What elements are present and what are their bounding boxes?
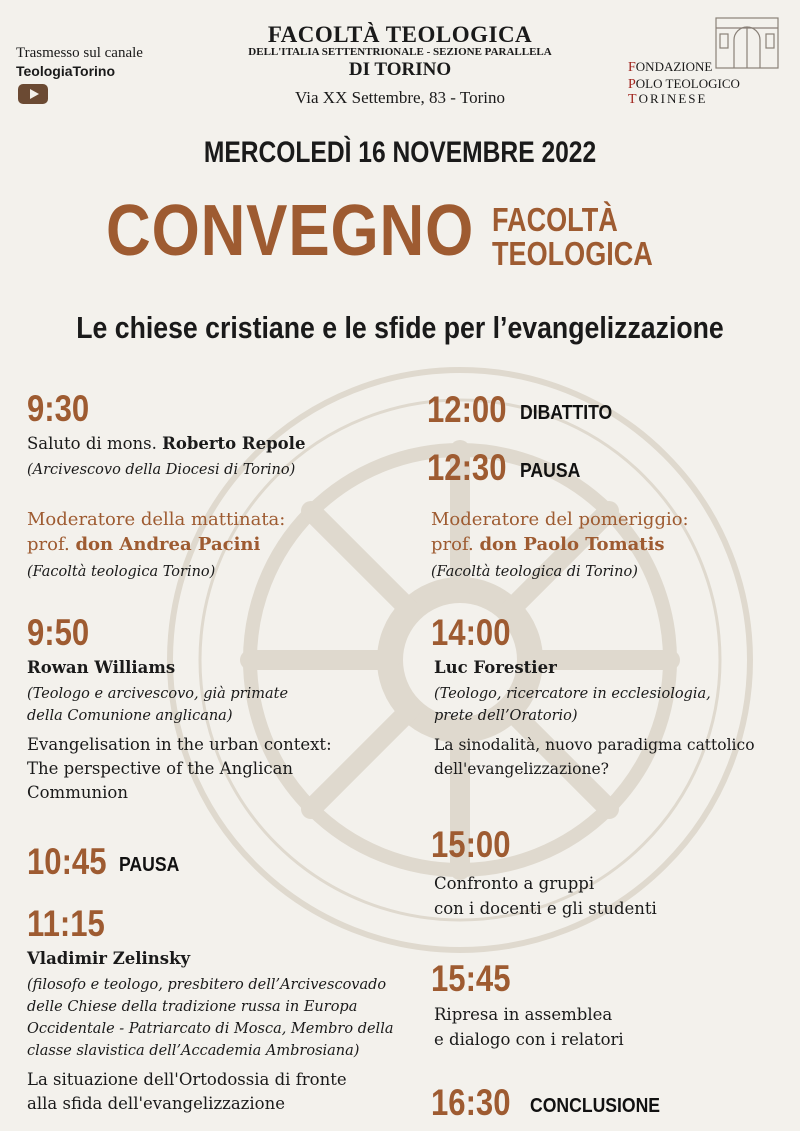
speaker-williams: Rowan Williams xyxy=(27,658,176,677)
event-date: MERCOLEDÌ 16 NOVEMBRE 2022 xyxy=(203,136,597,169)
forestier-role-1: (Teologo, ricercatore in ecclesiologia, xyxy=(434,686,711,702)
afternoon-moderator-line xyxy=(431,534,665,555)
groups-line-1: Confronto a gruppi xyxy=(434,874,595,893)
time-1545: 15:45 xyxy=(431,958,511,999)
closing-tag: CONCLUSIONE xyxy=(530,1095,661,1117)
time-1230: 12:30 xyxy=(427,447,507,488)
morning-moderator-prefix: prof. xyxy=(27,534,70,555)
zelinsky-role-1: (filosofo e teologo, presbitero dell’Arcivescovado xyxy=(27,977,387,993)
time-1200: 12:00 xyxy=(427,389,507,430)
institution-city: DI TORINO xyxy=(348,59,452,80)
speaker-zelinsky: Vladimir Zelinsky xyxy=(27,949,191,968)
zelinsky-role-2: delle Chiese della tradizione russa in Europa xyxy=(27,999,358,1015)
forestier-topic-2: dell'evangelizzazione? xyxy=(434,760,609,778)
assembly-line-2: e dialogo con i relatori xyxy=(434,1030,624,1049)
foundation-cap-3: T xyxy=(628,92,639,107)
institution-title: FACOLTÀ TEOLOGICA xyxy=(267,22,533,47)
zelinsky-role-3: Occidentale - Patriarcato di Mosca, Membro della xyxy=(27,1021,394,1037)
foundation-rest-3: ORINESE xyxy=(638,91,708,106)
greeting-line xyxy=(27,432,305,456)
greeting-name: Roberto Repole xyxy=(162,434,306,453)
event-subtitle: Le chiese cristiane e le sfide per l’evangelizzazione xyxy=(76,310,724,345)
debate-tag: DIBATTITO xyxy=(520,402,613,424)
morning-moderator-line xyxy=(27,534,260,555)
time-1500: 15:00 xyxy=(431,824,511,865)
williams-topic-3: Communion xyxy=(27,783,128,802)
williams-topic-1: Evangelisation in the urban context: xyxy=(27,735,332,754)
time-1630: 16:30 xyxy=(431,1082,511,1123)
zelinsky-topic-1: La situazione dell'Ortodossia di fronte xyxy=(27,1070,347,1089)
foundation-line-1 xyxy=(628,59,712,76)
williams-topic-2: The perspective of the Anglican xyxy=(27,759,294,778)
event-title-side-2: TEOLOGICA xyxy=(492,235,653,272)
afternoon-moderator-name: don Paolo Tomatis xyxy=(479,534,665,555)
williams-role-1: (Teologo e arcivescovo, già primate xyxy=(27,686,289,702)
break-tag-1230: PAUSA xyxy=(520,460,581,482)
institution-subtitle: DELL'ITALIA SETTENTRIONALE - SEZIONE PARALLELA xyxy=(248,46,552,58)
building-icon xyxy=(712,10,782,70)
foundation-cap-1: F xyxy=(628,60,636,75)
event-title-side-1: FACOLTÀ xyxy=(492,201,618,238)
williams-role-2: della Comunione anglicana) xyxy=(27,708,233,724)
time-1045: 10:45 xyxy=(27,841,107,882)
morning-moderator-role: (Facoltà teologica Torino) xyxy=(27,564,216,580)
assembly-line-1: Ripresa in assemblea xyxy=(434,1005,613,1024)
afternoon-moderator-prefix: prof. xyxy=(431,534,474,555)
foundation-line-3 xyxy=(628,91,707,108)
forestier-role-2: prete dell’Oratorio) xyxy=(434,708,578,724)
groups-line-2: con i docenti e gli studenti xyxy=(434,899,657,918)
morning-moderator-name: don Andrea Pacini xyxy=(75,534,261,555)
foundation-rest-1: ONDAZIONE xyxy=(635,59,713,74)
break-tag-1045: PAUSA xyxy=(119,854,180,876)
forestier-topic-1: La sinodalità, nuovo paradigma cattolico xyxy=(434,736,755,754)
greeting-role: (Arcivescovo della Diocesi di Torino) xyxy=(27,462,296,478)
zelinsky-role-4: classe slavistica dell’Accademia Ambrosiana) xyxy=(27,1043,360,1059)
time-930: 9:30 xyxy=(27,388,90,429)
time-950: 9:50 xyxy=(27,612,90,653)
morning-moderator-label: Moderatore della mattinata: xyxy=(27,509,286,530)
zelinsky-topic-2: alla sfida dell'evangelizzazione xyxy=(27,1094,285,1113)
speaker-forestier: Luc Forestier xyxy=(434,658,557,677)
time-1400: 14:00 xyxy=(431,612,511,653)
afternoon-moderator-role: (Facoltà teologica di Torino) xyxy=(431,564,638,580)
event-title: CONVEGNO xyxy=(106,191,475,271)
afternoon-moderator-label: Moderatore del pomeriggio: xyxy=(431,509,689,530)
foundation-rest-2: OLO TEOLOGICO xyxy=(635,76,740,91)
greeting-intro: Saluto di mons. xyxy=(27,434,157,453)
address: Via XX Settembre, 83 - Torino xyxy=(295,88,505,107)
foundation-cap-2: P xyxy=(628,77,636,92)
stream-text: Trasmesso sul canale xyxy=(16,45,143,61)
time-1115: 11:15 xyxy=(27,903,105,944)
stream-channel[interactable]: TeologiaTorino xyxy=(16,63,116,79)
